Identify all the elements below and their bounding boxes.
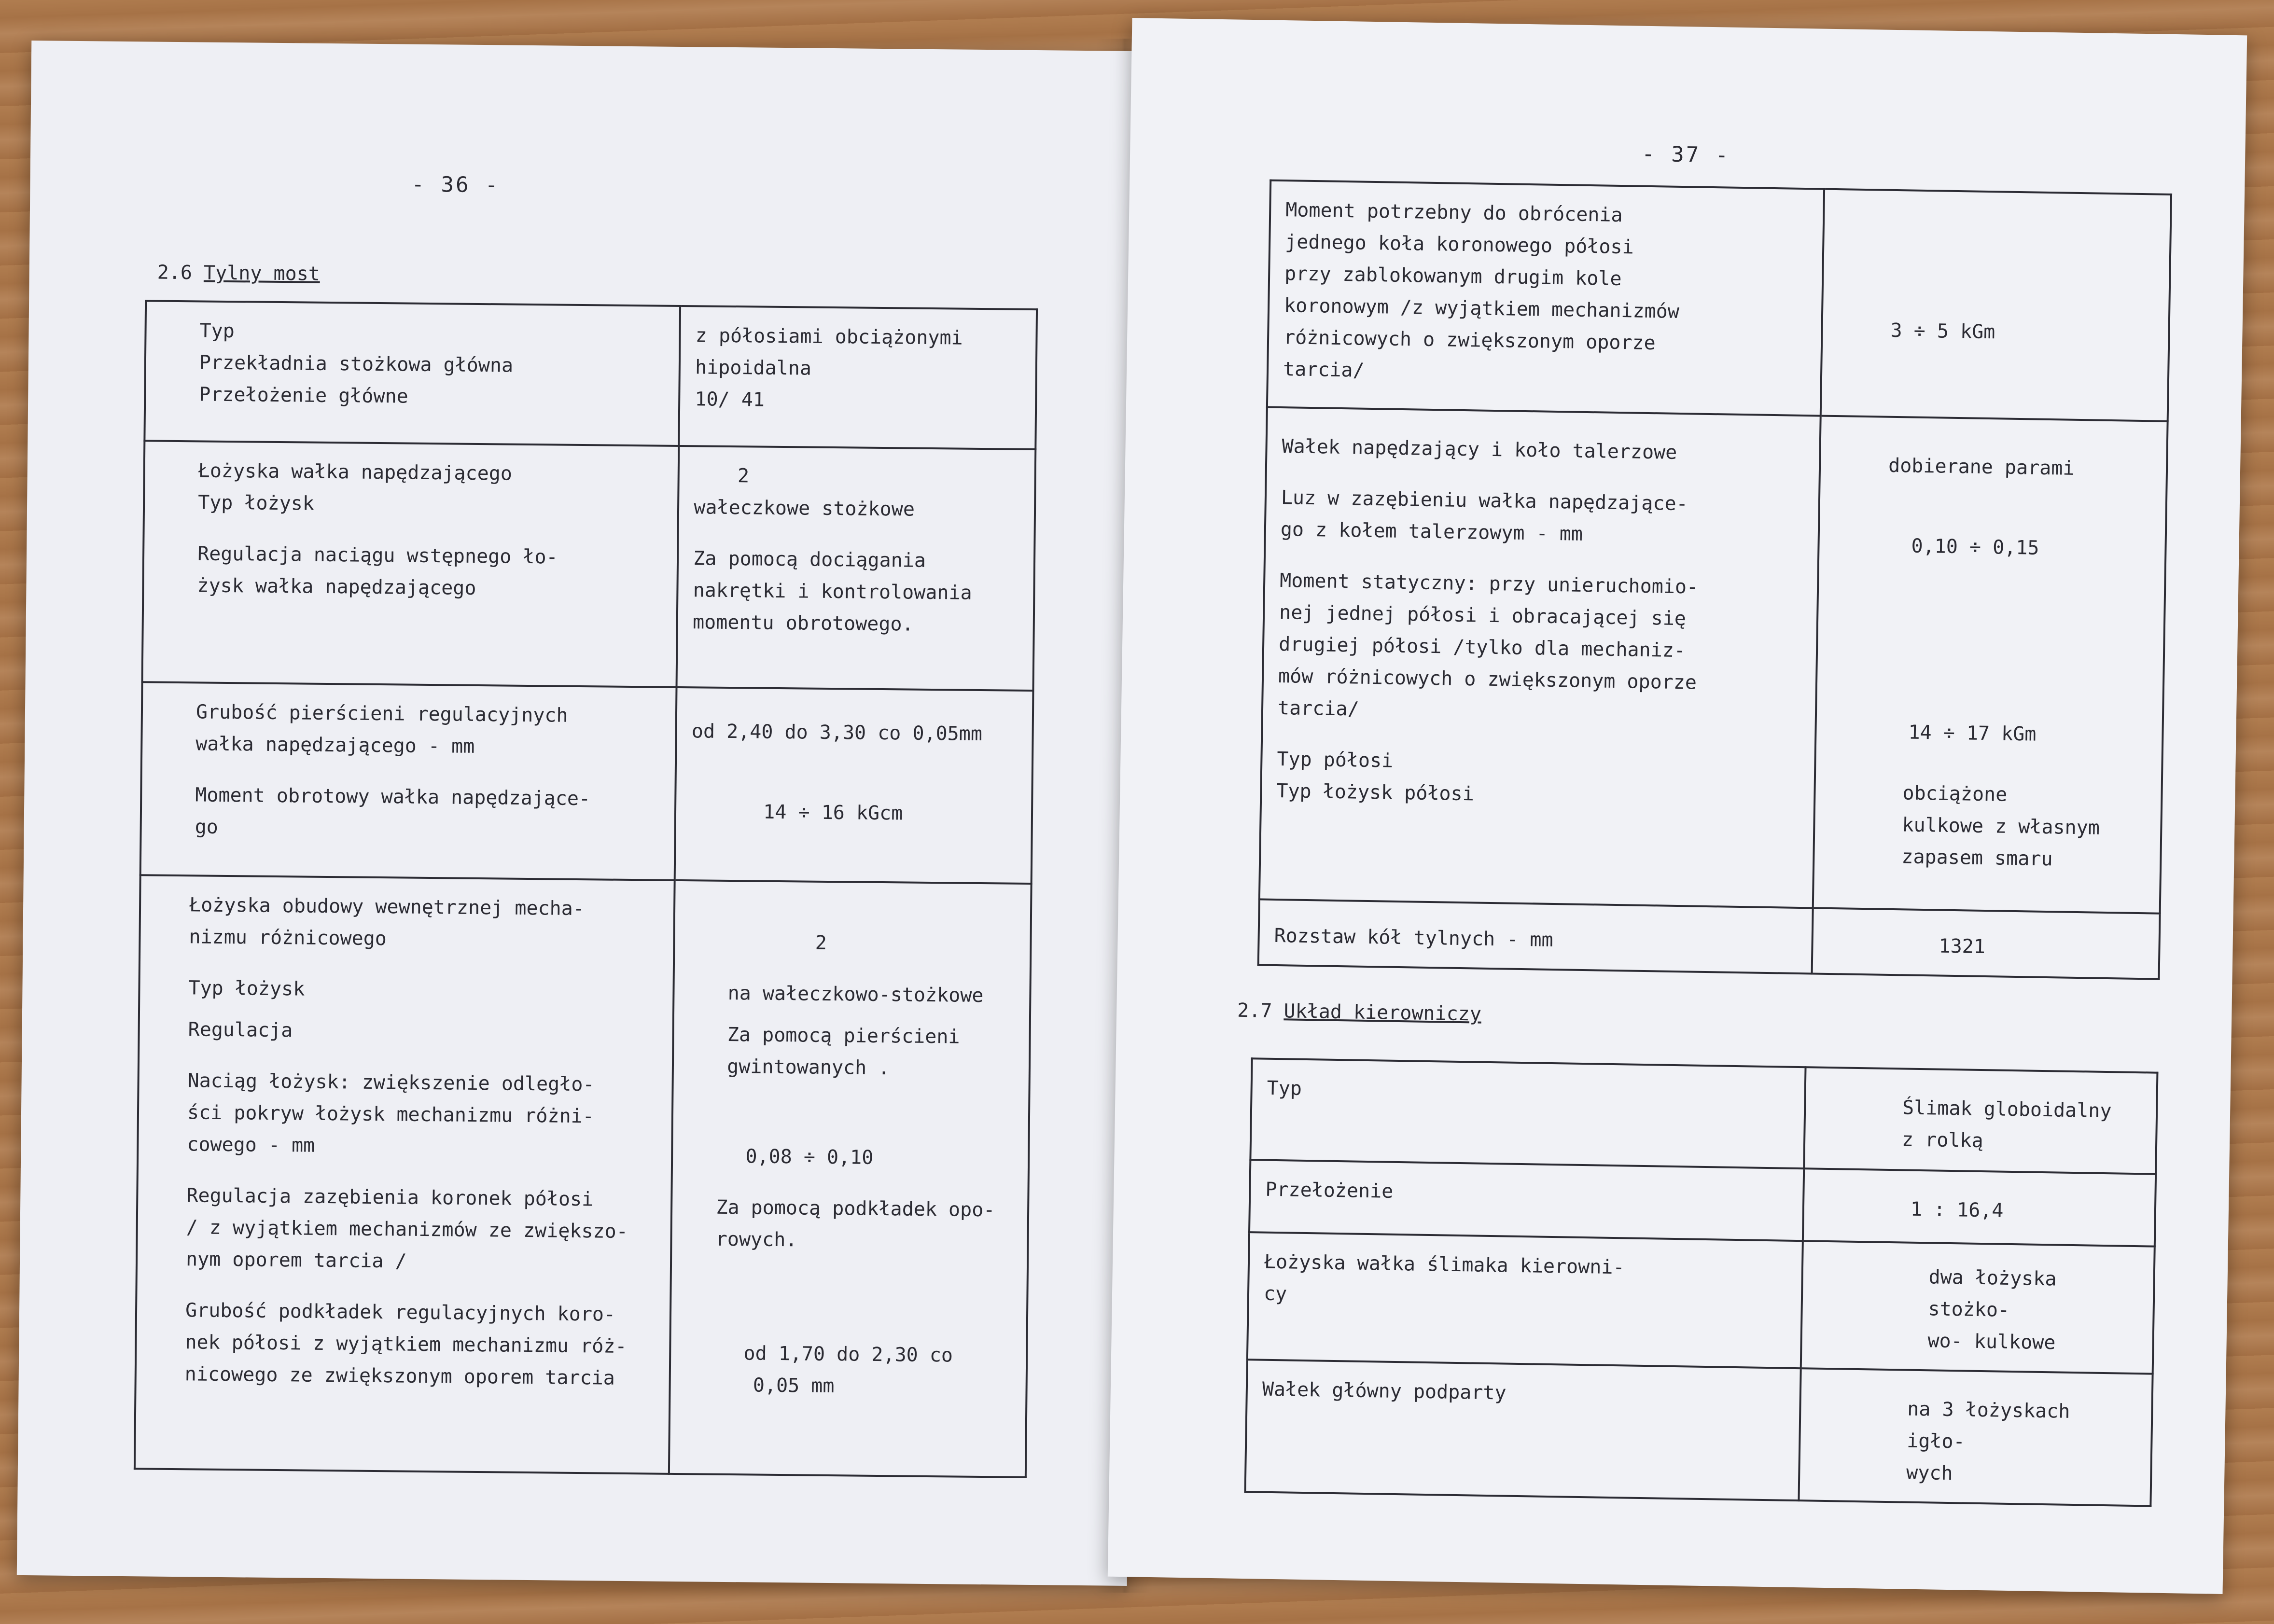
table-row — [1259, 407, 2168, 914]
table-row — [1249, 1160, 2156, 1246]
right-page — [1108, 18, 2247, 1594]
section-title: Tylny most — [203, 262, 321, 285]
page-number: - 36 - — [411, 172, 500, 198]
page-number: - 37 - — [1641, 141, 1730, 168]
row-label: Rozstaw kół tylnych - mm — [1258, 899, 1813, 973]
table-row — [1247, 1232, 2155, 1374]
table-row — [1267, 180, 2171, 421]
section-number: 2.6 — [157, 261, 193, 284]
section-heading — [1237, 999, 1481, 1026]
table-row — [1245, 1360, 2153, 1506]
table-row — [144, 301, 1037, 449]
row-value: dwa łożyska stożko- wo- kulkowe — [1801, 1241, 2155, 1374]
row-value: na 3 łożyskach igło- wych — [1799, 1368, 2152, 1506]
table-row — [142, 441, 1036, 691]
row-value: 3 ÷ 5 kGm — [1821, 189, 2171, 421]
row-label: Wałek główny podparty — [1245, 1360, 1801, 1500]
row-value: 1 : 16,4 — [1803, 1168, 2156, 1246]
row-label: Grubość pierścieni regulacyjnych wałka napędzającego - mm Moment obrotowy wałka napędzające- go — [140, 682, 677, 880]
row-value: Ślimak globoidalny z rolką — [1804, 1067, 2157, 1174]
row-label: Wałek napędzający i koło talerzowe Luz w zazębieniu wałka napędzające- go z kołem talerzowym - mm Moment statyczny: przy unieruchomio- nej jednej półosi i obracającej się drugiej półosi /tylko dla mechaniz- mów różnicowych o zwiększonym oporze tarcia/ Typ półosi Typ łożysk półosi — [1259, 407, 1821, 908]
section-heading — [157, 262, 320, 285]
rear-axle-table — [134, 300, 1038, 1478]
row-value: 1321 — [1812, 908, 2160, 979]
row-label: Łożyska wałka napędzającego Typ łożysk Regulacja naciągu wstępnego ło- żysk wałka napędzającego — [142, 441, 679, 687]
row-label: Łożyska wałka ślimaka kierowni- cy — [1247, 1232, 1803, 1368]
section-number: 2.7 — [1237, 999, 1272, 1022]
steering-table — [1244, 1057, 2159, 1507]
row-label: Moment potrzebny do obrócenia jednego koła koronowego półosi przy zablokowanym drugim kole koronowym /z wyjątkiem mechanizmów różnicowych o zwiększonym oporze tarcia/ — [1267, 180, 1824, 416]
row-value: dobierane parami 0,10 ÷ 0,15 14 ÷ 17 kGm obciążone kulkowe z własnym zapasem smaru — [1813, 416, 2168, 914]
row-label: Typ — [1250, 1058, 1805, 1168]
left-page — [17, 41, 1142, 1586]
table-row — [1258, 899, 2160, 979]
table-row — [135, 875, 1032, 1477]
row-value: 2 wałeczkowe stożkowe Za pomocą dociągania nakrętki i kontrolowania momentu obrotowego. — [677, 446, 1036, 691]
row-label: Przełożenie — [1249, 1160, 1804, 1241]
row-value: z półosiami obciążonymi hipoidalna 10/ 41 — [679, 306, 1037, 449]
row-label: Łożyska obudowy wewnętrznej mecha- nizmu różnicowego Typ łożysk Regulacja Naciąg łożysk: zwiększenie odległo- ści pokryw łożysk mechanizmu różni- cowego - mm Regulacja zazębienia koronek półosi / z wyjątkiem mechanizmów ze zwiększo- nym oporem tarcia / Grubość podkładek regulacyjnych koro- nek półosi z wyjątkiem mechanizmu róż- nicowego ze zwiększonym oporem tarcia — [135, 875, 675, 1474]
rear-axle-table-continued — [1257, 180, 2172, 980]
table-row — [1250, 1058, 2157, 1174]
row-label: Typ Przekładnia stożkowa główna Przełożenie główne — [144, 301, 680, 446]
row-value: 2 na wałeczkowo-stożkowe Za pomocą pierścieni gwintowanych . 0,08 ÷ 0,10 Za pomocą podkładek opo- rowych. od 1,70 do 2,30 co 0,05 mm — [669, 880, 1032, 1477]
section-title: Układ kierowniczy — [1283, 1000, 1482, 1026]
row-value: od 2,40 do 3,30 co 0,05mm 14 ÷ 16 kGcm — [675, 687, 1033, 884]
table-row — [140, 682, 1033, 884]
